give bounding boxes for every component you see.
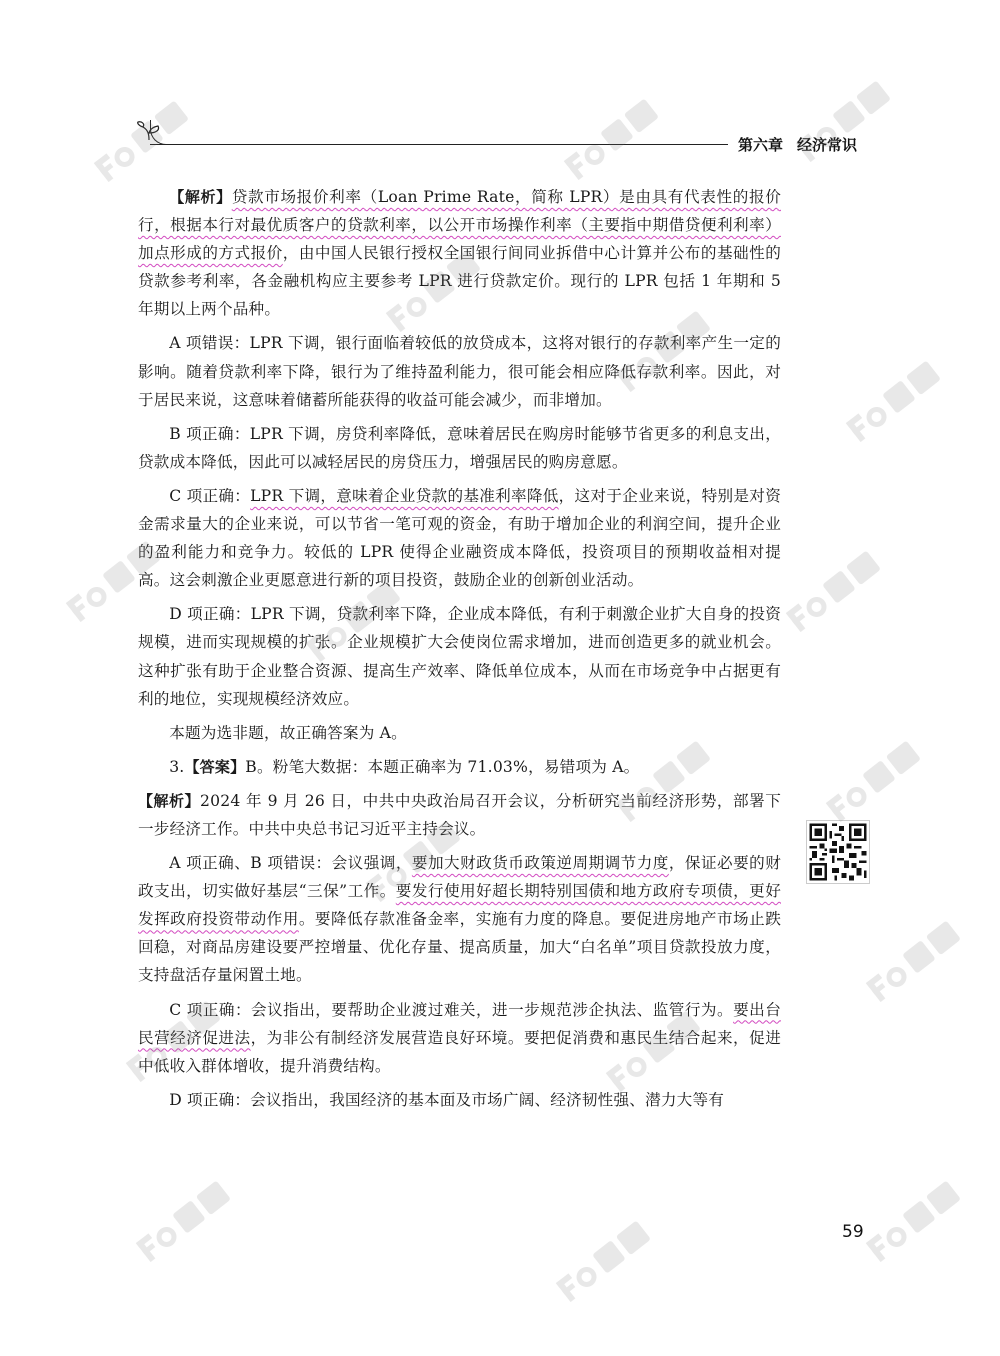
paragraph-text: ，为非公有制经济发展营造良好环境。要把促消费和惠民生结合起来，促进中低收入群体增收，提升消费结构。 (138, 1028, 781, 1075)
underlined-text: 要加大财政货币政策逆周期调节力度 (411, 854, 669, 873)
header-rule (150, 144, 728, 145)
paragraph-text: ，由中国人民银行授权全国银行间同业拆借中心计算并公布的基础性的贷款参考利率，各金融机构应主要参考 LPR 进行贷款定价。现行的 LPR 包括 1 年期和 5 年期以上两个品种。 (138, 244, 781, 319)
paragraph-option-ab (138, 849, 781, 989)
underlined-text: 贷款市场报价利率（Loan Prime Rate，简称 LPR）是由具有代表性的报价行，根据本行对最优质客户的贷款利率，以公开市场操作利率（主要指中期借贷便利利率）加点形成的方式报价 (138, 188, 781, 263)
paragraph-text: ，这对于企业来说，特别是对资金需求量大的企业来说，可以节省一笔可观的资金，有助于增加企业的利润空间，提升企业的盈利能力和竞争力。较低的 LPR 使得企业融资成本降低，投资项目的预期收益相对提高。这会刺激企业更愿意进行新的项目投资，鼓励企业的创新创业活动。 (138, 486, 781, 590)
paragraph-text: 2024 年 9 月 26 日，中共中央政治局召开会议，分析研究当前经济形势，部署下一步经济工作。中共中央总书记习近平主持会议。 (138, 791, 781, 838)
paragraph-answer-3 (138, 753, 781, 781)
fenbi-watermark-logo (129, 1170, 240, 1269)
analysis-tag: 【解析】 (138, 791, 201, 810)
fenbi-watermark-logo (839, 350, 950, 449)
underlined-text: LPR 下调，意味着企业贷款的基准利率降低 (250, 486, 559, 505)
underlined-text: 要出台民营经济促进法 (138, 1000, 781, 1047)
fenbi-watermark-logo (557, 88, 668, 187)
chapter-number: 第六章 (738, 136, 784, 154)
paragraph-option-d: D 项正确：LPR 下调，贷款利率下降，企业成本降低，有利于刺激企业扩大自身的投资规模，进而实现规模的扩张。企业规模扩大会使岗位需求增加，进而创造更多的就业机会。这种扩张有助于企业整合资源、提高生产效率、降低单位成本，从而在市场竞争中占据更有利的地位，实现规模经济效应。 (138, 605, 781, 708)
header-rule-curve (150, 120, 171, 145)
chapter-title: 经济常识 (797, 136, 858, 154)
paragraph-analysis-meeting (138, 787, 781, 843)
main-text (138, 183, 781, 1120)
paragraph-conclusion: 本题为选非题，故正确答案为 A。 (169, 723, 407, 742)
answer-tag: 【答案】 (184, 757, 246, 776)
page-number: 59 (842, 1222, 864, 1242)
paragraph-option-c2 (138, 996, 781, 1080)
fenbi-watermark-logo (859, 1170, 970, 1269)
paragraph-text: ，保证必要的财政支出，切实做好基层“三保”工作。 (138, 854, 781, 901)
question-number: 3. (169, 757, 185, 776)
fenbi-watermark-logo (859, 910, 970, 1009)
paragraph-option-d2: D 项正确：会议指出，我国经济的基本面及市场广阔、经济韧性强、潜力大等有 (169, 1090, 725, 1109)
paragraph-text: 。要降低存款准备金率，实施有力度的降息。要促进房地产市场止跌回稳，对商品房建设要严控增量、优化存量、提高质量，加大“白名单”项目贷款投放力度，支持盘活存量闲置土地。 (138, 910, 781, 985)
paragraph-analysis-lpr (138, 183, 781, 323)
analysis-tag: 【解析】 (169, 188, 232, 206)
paragraph-text: C 项正确： (169, 486, 251, 505)
paragraph-option-b: B 项正确：LPR 下调，房贷利率降低，意味着居民在购房时能够节省更多的利息支出，贷款成本降低，因此可以减轻居民的房贷压力，增强居民的购房意愿。 (138, 424, 781, 471)
underlined-text: 要发行使用好超长期特别国债和地方政府专项债，更好发挥政府投资带动作用 (138, 882, 781, 929)
fenbi-watermark-logo (779, 540, 890, 639)
fenbi-watermark-logo (819, 730, 930, 829)
fenbi-watermark-logo (549, 1210, 660, 1309)
paragraph-option-c (138, 482, 781, 594)
paragraph-text: C 项正确：会议指出，要帮助企业渡过难关，进一步规范涉企执法、监管行为。 (169, 1000, 734, 1019)
chapter-header (738, 135, 857, 155)
paragraph-option-a: A 项错误：LPR 下调，银行面临着较低的放贷成本，这将对银行的存款利率产生一定的影响。随着贷款利率下降，银行为了维持盈利能力，很可能会相应降低存款利率。因此，对于居民来说，这意味着储蓄所能获得的收益可能会减少，而非增加。 (138, 334, 781, 409)
answer-text: B。粉笔大数据：本题正确率为 71.03%，易错项为 A。 (245, 757, 640, 776)
paragraph-text: A 项正确、B 项错误：会议强调， (169, 854, 412, 873)
qr-code-icon[interactable] (806, 820, 870, 884)
